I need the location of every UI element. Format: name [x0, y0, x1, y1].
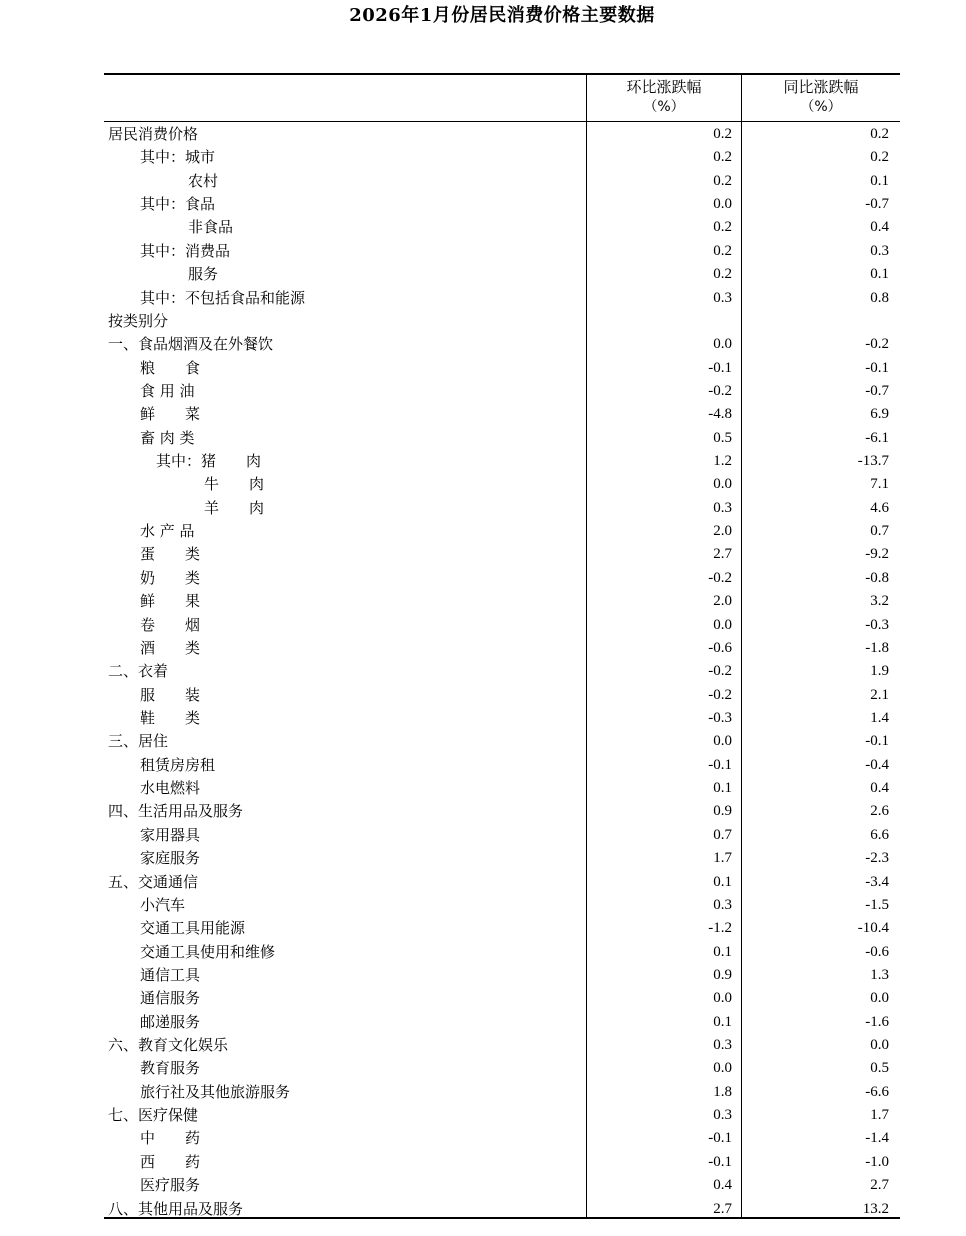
row-label: 中 药 [140, 1129, 201, 1148]
row-label: 粮 食 [140, 358, 201, 377]
row-yoy-value: 1.9 [870, 663, 889, 680]
table-row [104, 473, 900, 496]
table-row [104, 987, 900, 1010]
row-mom-value: 2.7 [713, 546, 732, 563]
table-row [104, 427, 900, 450]
row-label: 交通工具使用和维修 [140, 942, 276, 961]
row-yoy-value: 0.2 [870, 126, 889, 142]
row-yoy-value: -9.2 [865, 546, 889, 563]
row-label: 水 产 品 [140, 522, 195, 541]
row-yoy-value: 0.1 [870, 266, 889, 283]
row-yoy-value: -0.2 [865, 336, 889, 353]
row-label: 其中：消费品 [140, 241, 231, 260]
table-row [104, 1034, 900, 1057]
row-yoy-value: -6.1 [865, 429, 889, 446]
table-row [104, 263, 900, 286]
row-yoy-value: 6.6 [870, 826, 889, 843]
table-row [104, 1127, 900, 1150]
row-yoy-value: -0.6 [865, 943, 889, 960]
row-mom-value: 0.5 [713, 429, 732, 446]
row-yoy-value: -2.3 [865, 850, 889, 867]
row-mom-value: 0.0 [713, 1060, 732, 1077]
row-yoy-value: -1.8 [865, 639, 889, 656]
table-row [104, 403, 900, 426]
row-yoy-value: 4.6 [870, 499, 889, 516]
row-label: 家庭服务 [140, 849, 201, 868]
cpi-table [104, 73, 900, 1219]
row-mom-value: 2.0 [713, 523, 732, 540]
row-yoy-value: 0.2 [870, 149, 889, 166]
row-label: 八、其他用品及服务 [108, 1199, 244, 1218]
row-yoy-value: -13.7 [857, 453, 889, 470]
row-label: 教育服务 [140, 1059, 201, 1078]
table-row [104, 1081, 900, 1104]
row-yoy-value: 0.3 [870, 242, 889, 259]
header-divider [104, 121, 900, 122]
row-mom-value: -4.8 [708, 406, 732, 423]
row-yoy-value: -0.1 [865, 733, 889, 750]
row-mom-value: 0.3 [713, 896, 732, 913]
row-mom-value: 0.0 [713, 733, 732, 750]
table-row [104, 684, 900, 707]
table-row [104, 357, 900, 380]
row-mom-value: 1.2 [713, 453, 732, 470]
row-label: 三、居住 [108, 732, 169, 751]
row-mom-value: 0.2 [713, 149, 732, 166]
row-yoy-value: 7.1 [870, 476, 889, 493]
row-label: 鲜 果 [140, 592, 201, 611]
row-label: 卷 烟 [140, 615, 201, 634]
row-label: 邮递服务 [140, 1012, 201, 1031]
table-row [104, 170, 900, 193]
row-mom-value: 0.3 [713, 499, 732, 516]
row-mom-value: -1.2 [708, 920, 732, 937]
row-label: 鞋 类 [140, 708, 201, 727]
row-yoy-value: 1.4 [870, 709, 889, 726]
table-row [104, 520, 900, 543]
table-row [104, 614, 900, 637]
row-mom-value: 1.7 [713, 850, 732, 867]
row-yoy-value: 0.7 [870, 523, 889, 540]
row-mom-value: -0.2 [708, 686, 732, 703]
row-mom-value: -0.3 [708, 709, 732, 726]
row-label: 其中：不包括食品和能源 [140, 288, 306, 307]
table-row [104, 894, 900, 917]
row-mom-value: 0.2 [713, 266, 732, 283]
row-label: 医疗服务 [140, 1176, 201, 1195]
row-mom-value: -0.2 [708, 569, 732, 586]
row-label: 水电燃料 [140, 779, 201, 798]
table-row [104, 543, 900, 566]
row-label: 蛋 类 [140, 545, 201, 564]
row-label: 食 用 油 [140, 381, 195, 400]
row-label: 居民消费价格 [108, 125, 199, 143]
row-mom-value: 0.1 [713, 1013, 732, 1030]
table-row [104, 567, 900, 590]
row-label: 家用器具 [140, 825, 201, 844]
row-mom-value: 0.2 [713, 219, 732, 236]
row-mom-value: 0.2 [713, 126, 732, 142]
row-label: 其中：食品 [140, 195, 216, 214]
row-yoy-value: 2.7 [870, 1177, 889, 1194]
header-mom-label: 环比涨跌幅 [626, 78, 702, 96]
table-row [104, 310, 900, 333]
header-mom-unit: （%） [643, 99, 685, 115]
row-yoy-value: -1.5 [865, 896, 889, 913]
row-yoy-value: 0.5 [870, 1060, 889, 1077]
row-mom-value: -0.1 [708, 359, 732, 376]
row-yoy-value: 0.8 [870, 289, 889, 306]
row-mom-value: 0.9 [713, 803, 732, 820]
row-yoy-value: 3.2 [870, 593, 889, 610]
row-mom-value: 1.8 [713, 1083, 732, 1100]
table-body [104, 123, 900, 1221]
table-row [104, 637, 900, 660]
table-row [104, 216, 900, 239]
row-mom-value: -0.1 [708, 756, 732, 773]
row-mom-value: -0.6 [708, 639, 732, 656]
table-row [104, 941, 900, 964]
row-label: 通信工具 [140, 965, 201, 984]
row-mom-value: 0.1 [713, 943, 732, 960]
row-yoy-value: -6.6 [865, 1083, 889, 1100]
row-mom-value: -0.1 [708, 1130, 732, 1147]
row-yoy-value: 2.1 [870, 686, 889, 703]
row-mom-value: 0.0 [713, 336, 732, 353]
row-label: 服 装 [140, 685, 201, 704]
row-mom-value: 0.1 [713, 873, 732, 890]
table-row [104, 123, 900, 146]
row-label: 西 药 [140, 1152, 201, 1171]
row-mom-value: -0.2 [708, 663, 732, 680]
row-label: 酒 类 [140, 638, 201, 657]
table-row [104, 146, 900, 169]
table-row [104, 871, 900, 894]
table-row [104, 590, 900, 613]
row-label: 鲜 菜 [140, 405, 201, 424]
row-yoy-value: -0.8 [865, 569, 889, 586]
table-row [104, 450, 900, 473]
row-yoy-value: 1.7 [870, 1107, 889, 1124]
row-label: 服务 [188, 265, 219, 284]
row-label: 畜 肉 类 [140, 428, 195, 447]
row-mom-value: 0.9 [713, 966, 732, 983]
row-mom-value: 0.0 [713, 196, 732, 213]
table-row [104, 380, 900, 403]
table-row [104, 964, 900, 987]
row-mom-value: 0.3 [713, 1107, 732, 1124]
table-row [104, 497, 900, 520]
header-yoy-label: 同比涨跌幅 [783, 78, 859, 96]
row-mom-value: 0.2 [713, 242, 732, 259]
row-label: 其中：猪 肉 [156, 452, 262, 471]
table-row [104, 1198, 900, 1221]
page-title: 2026年1月份居民消费价格主要数据 [349, 5, 655, 26]
row-yoy-value: 0.4 [870, 780, 889, 797]
row-yoy-value: -0.4 [865, 756, 889, 773]
table-row [104, 730, 900, 753]
header-yoy [742, 77, 900, 121]
row-yoy-value: 0.0 [870, 990, 889, 1007]
row-label: 五、交通通信 [108, 872, 199, 891]
header-yoy-unit: （%） [800, 99, 842, 115]
row-mom-value: 0.0 [713, 990, 732, 1007]
row-mom-value: 2.7 [713, 1200, 732, 1217]
table-row [104, 1174, 900, 1197]
row-yoy-value: -3.4 [865, 873, 889, 890]
row-yoy-value: -0.3 [865, 616, 889, 633]
row-label: 通信服务 [140, 989, 201, 1008]
table-row [104, 707, 900, 730]
row-label: 奶 类 [140, 568, 201, 587]
row-label: 按类别分 [108, 311, 169, 330]
row-label: 四、生活用品及服务 [108, 802, 244, 821]
row-yoy-value: -1.6 [865, 1013, 889, 1030]
row-label: 其中：城市 [140, 148, 216, 167]
row-label: 交通工具用能源 [140, 919, 246, 938]
row-mom-value: 0.7 [713, 826, 732, 843]
row-mom-value: 0.1 [713, 780, 732, 797]
row-mom-value: 0.0 [713, 476, 732, 493]
row-yoy-value: -10.4 [857, 920, 889, 937]
row-label: 羊 肉 [204, 498, 265, 517]
table-row [104, 777, 900, 800]
row-label: 小汽车 [140, 895, 186, 914]
row-mom-value: 0.3 [713, 1037, 732, 1054]
table-row [104, 333, 900, 356]
row-yoy-value: 2.6 [870, 803, 889, 820]
table-row [104, 1011, 900, 1034]
row-mom-value: 2.0 [713, 593, 732, 610]
row-label: 二、衣着 [108, 662, 169, 681]
table-row [104, 754, 900, 777]
row-yoy-value: -0.7 [865, 196, 889, 213]
row-yoy-value: 0.0 [870, 1037, 889, 1054]
table-row [104, 193, 900, 216]
row-yoy-value: -1.0 [865, 1153, 889, 1170]
table-row [104, 1104, 900, 1127]
row-label: 租赁房房租 [140, 755, 216, 774]
row-label: 非食品 [188, 218, 234, 237]
row-label: 农村 [188, 171, 219, 190]
row-label: 牛 肉 [204, 475, 265, 494]
row-label: 旅行社及其他旅游服务 [140, 1082, 291, 1101]
row-yoy-value: 1.3 [870, 966, 889, 983]
table-row [104, 917, 900, 940]
row-label: 七、医疗保健 [108, 1106, 199, 1125]
table-row [104, 287, 900, 310]
table-row [104, 824, 900, 847]
row-mom-value: 0.0 [713, 616, 732, 633]
row-yoy-value: -0.1 [865, 359, 889, 376]
row-yoy-value: 0.1 [870, 172, 889, 189]
row-yoy-value: -0.7 [865, 382, 889, 399]
row-label: 六、教育文化娱乐 [108, 1036, 229, 1055]
table-row [104, 660, 900, 683]
row-yoy-value: 13.2 [862, 1200, 889, 1217]
row-label: 一、食品烟酒及在外餐饮 [108, 335, 274, 354]
table-row [104, 240, 900, 263]
row-mom-value: 0.2 [713, 172, 732, 189]
row-mom-value: 0.3 [713, 289, 732, 306]
row-mom-value: -0.2 [708, 382, 732, 399]
row-mom-value: -0.1 [708, 1153, 732, 1170]
row-yoy-value: 6.9 [870, 406, 889, 423]
table-row [104, 847, 900, 870]
row-yoy-value: 0.4 [870, 219, 889, 236]
row-yoy-value: -1.4 [865, 1130, 889, 1147]
table-row [104, 800, 900, 823]
table-row [104, 1057, 900, 1080]
table-row [104, 1151, 900, 1174]
row-mom-value: 0.4 [713, 1177, 732, 1194]
header-mom [587, 77, 741, 121]
